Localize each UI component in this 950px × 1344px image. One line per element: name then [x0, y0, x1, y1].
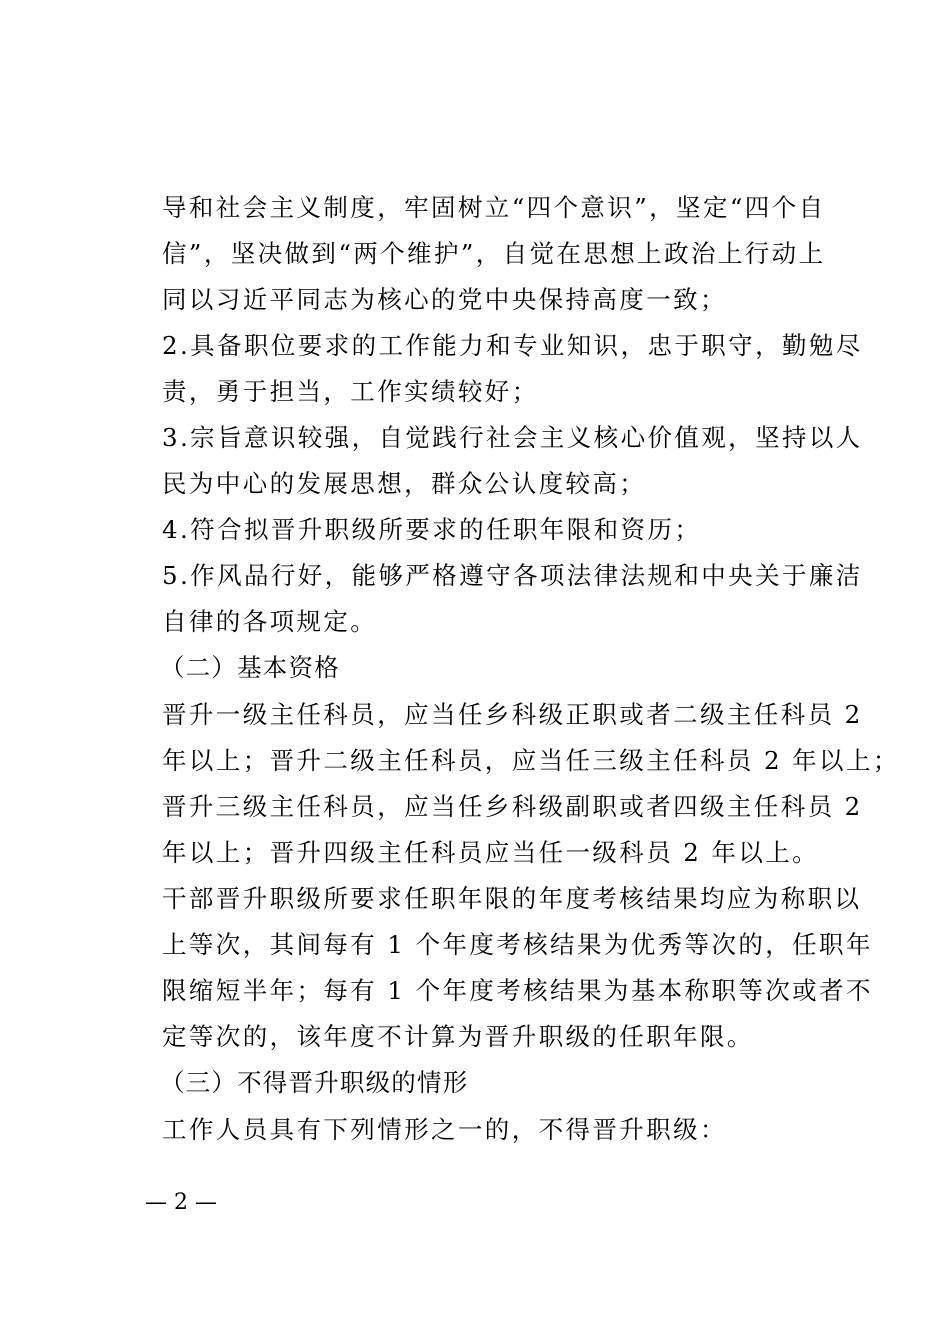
- section-heading-disqualification: （三）不得晋升职级的情形: [160, 1068, 469, 1097]
- text-line: 年以上；晋升四级主任科员应当任一级科员 2 年以上。: [162, 838, 820, 867]
- text-line: 定等次的，该年度不计算为晋升职级的任职年限。: [162, 1022, 754, 1051]
- text-line: 责，勇于担当，工作实绩较好；: [162, 377, 539, 406]
- section-heading-basic-qualification: （二）基本资格: [160, 653, 340, 682]
- page-number: — 2 —: [145, 1190, 217, 1215]
- text-line: 晋升一级主任科员，应当任乡科级正职或者二级主任科员 2: [162, 700, 863, 729]
- text-line: 年以上；晋升二级主任科员，应当任三级主任科员 2 年以上；: [162, 746, 900, 775]
- text-line: 自律的各项规定。: [162, 607, 378, 636]
- list-item-4: 4.符合拟晋升职级所要求的任职年限和资历；: [162, 515, 702, 544]
- text-line: 限缩短半年；每有 1 个年度考核结果为基本称职等次或者不: [162, 976, 873, 1005]
- text-line: 上等次，其间每有 1 个年度考核结果为优秀等次的，任职年: [162, 930, 873, 959]
- text-line: 导和社会主义制度，牢固树立“四个意识”，坚定“四个自: [162, 193, 826, 222]
- text-line: 同以习近平同志为核心的党中央保持高度一致；: [162, 285, 727, 314]
- text-line: 工作人员具有下列情形之一的，不得晋升职级：: [162, 1115, 727, 1144]
- text-line: 信”，坚决做到“两个维护”，自觉在思想上政治上行动上: [162, 239, 826, 268]
- text-line: 晋升三级主任科员，应当任乡科级副职或者四级主任科员 2: [162, 792, 863, 821]
- text-line: 民为中心的发展思想，群众公认度较高；: [162, 469, 647, 498]
- text-line: 干部晋升职级所要求任职年限的年度考核结果均应为称职以: [162, 884, 862, 913]
- list-item-5: 5.作风品行好，能够严格遵守各项法律法规和中央关于廉洁: [162, 561, 863, 590]
- list-item-2: 2.具备职位要求的工作能力和专业知识，忠于职守，勤勉尽: [162, 331, 863, 360]
- list-item-3: 3.宗旨意识较强，自觉践行社会主义核心价值观，坚持以人: [162, 423, 863, 452]
